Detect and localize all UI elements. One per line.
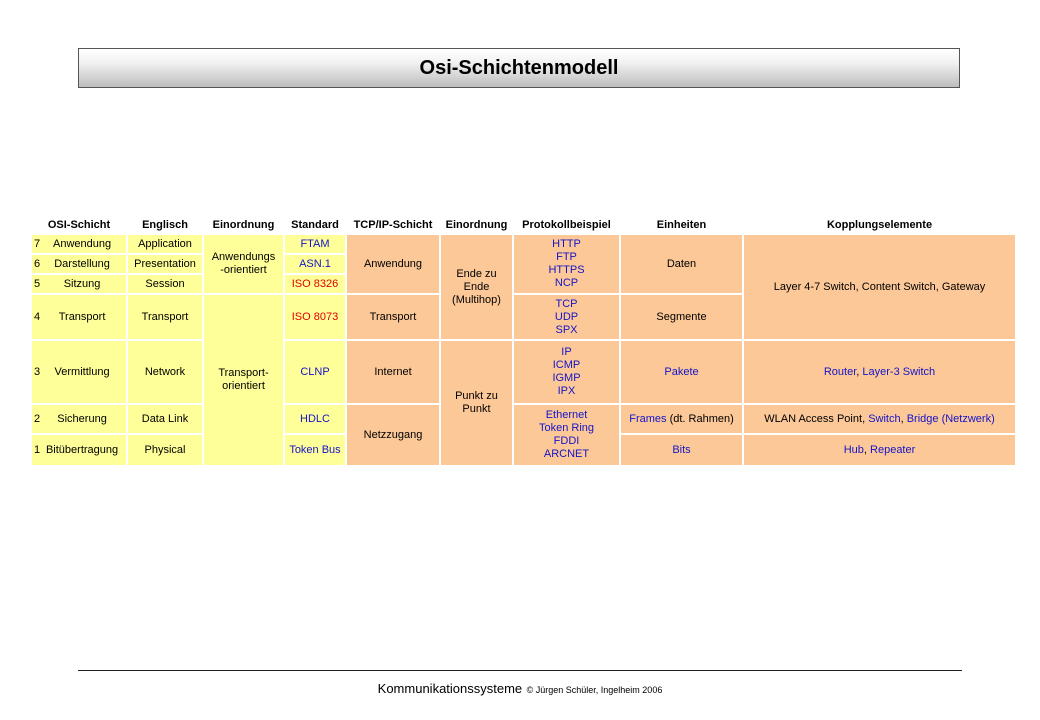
layer-name: Bitübertragung: [45, 443, 119, 456]
page-title: Osi-Schichtenmodell: [419, 56, 619, 79]
einordnung-tcp-lower-text: Punkt zu Punkt: [455, 390, 498, 415]
kopplung-layer1: Hub, Repeater: [744, 435, 1015, 465]
bridge-link[interactable]: Bridge (Netzwerk): [906, 412, 995, 425]
kopplung-layer3: Router, Layer-3 Switch: [744, 341, 1015, 403]
switch-link[interactable]: Switch: [868, 412, 901, 425]
header-row: [32, 217, 1015, 233]
table-row: [32, 341, 1015, 403]
protocol-udp[interactable]: UDP: [554, 310, 579, 323]
layer-number: 7: [34, 237, 41, 250]
protocol-spx[interactable]: SPX: [555, 323, 578, 336]
osi-layer-cell: [32, 255, 126, 273]
header-osi-schicht: OSI-Schicht: [32, 217, 126, 233]
layer-standard: ISO 8326: [285, 275, 345, 293]
einordnung-tcp-upper: [441, 235, 512, 339]
layer-standard: HDLC: [285, 405, 345, 433]
protokolle-netzzugang: [514, 405, 619, 465]
footer-divider: [78, 670, 962, 671]
protocol-arcnet[interactable]: ARCNET: [543, 448, 590, 460]
frames-link[interactable]: Frames: [629, 412, 667, 425]
layer-name: Anwendung: [53, 237, 112, 250]
layer-name: Vermittlung: [54, 365, 110, 378]
osi-layer-cell: [32, 295, 126, 339]
protocol-https[interactable]: HTTPS: [548, 264, 585, 276]
layer-name: Transport: [58, 310, 106, 323]
protokolle-transport: [514, 295, 619, 339]
layer-english: Physical: [128, 435, 202, 465]
einordnung-osi-lower: [204, 295, 283, 465]
layer-number: 3: [34, 365, 41, 378]
kopplung-upper: Layer 4-7 Switch, Content Switch, Gateway: [744, 235, 1015, 339]
layer-standard: Token Bus: [285, 435, 345, 465]
layer-name: Sitzung: [63, 277, 101, 290]
layer-english: Presentation: [128, 255, 202, 273]
layer-name: Darstellung: [54, 257, 110, 270]
bits-link[interactable]: Bits: [672, 443, 691, 456]
layer-english: Network: [128, 341, 202, 403]
einordnung-tcp-lower: [441, 341, 512, 465]
header-englisch: Englisch: [128, 217, 202, 233]
einordnung-osi-upper: [204, 235, 283, 293]
footer-title: Kommunikationssysteme: [377, 681, 523, 696]
layer-number: 1: [34, 443, 41, 456]
osi-layer-cell: [32, 235, 126, 253]
protocol-token-ring[interactable]: Token Ring: [538, 422, 595, 434]
hub-link[interactable]: Hub: [843, 443, 864, 456]
header-standard: Standard: [285, 217, 345, 233]
einheiten-segmente: Segmente: [621, 295, 742, 339]
header-protokollbeispiel: Protokollbeispiel: [514, 217, 619, 233]
protocol-icmp[interactable]: ICMP: [552, 359, 581, 371]
repeater-link[interactable]: Repeater: [870, 443, 916, 456]
layer-number: 4: [34, 310, 41, 323]
protocol-igmp[interactable]: IGMP: [552, 372, 581, 384]
layer-english: Data Link: [128, 405, 202, 433]
einordnung-osi-upper-text: Anwendungs-orientiert: [211, 251, 276, 276]
title-bar: [78, 48, 960, 88]
layer-standard: ISO 8073: [285, 295, 345, 339]
layer3-switch-link[interactable]: Layer-3 Switch: [862, 365, 936, 378]
layer-number: 6: [34, 257, 41, 270]
einheiten-frames: [621, 405, 742, 433]
kopplung-layer2: WLAN Access Point, Switch, Bridge (Netzwerk): [744, 405, 1015, 433]
tcpip-anwendung: Anwendung: [347, 235, 439, 293]
layer-english: Session: [128, 275, 202, 293]
protocol-ip[interactable]: IP: [561, 346, 572, 358]
wlan-ap-text: WLAN Access Point: [764, 412, 863, 425]
layer-standard: ASN.1: [285, 255, 345, 273]
tcpip-netzzugang: Netzzugang: [347, 405, 439, 465]
tcpip-internet: Internet: [347, 341, 439, 403]
tcpip-transport: Transport: [347, 295, 439, 339]
layer-name: Sicherung: [57, 412, 107, 425]
protocol-ethernet[interactable]: Ethernet: [545, 409, 588, 421]
protocol-tcp[interactable]: TCP: [555, 297, 578, 310]
layer-english: Application: [128, 235, 202, 253]
protocol-ipx[interactable]: IPX: [557, 385, 576, 397]
header-einheiten: Einheiten: [621, 217, 742, 233]
pakete-link[interactable]: Pakete: [664, 365, 699, 378]
osi-layer-cell: [32, 341, 126, 403]
einordnung-osi-lower-text: Transport-orientiert: [218, 367, 269, 392]
osi-layer-cell: [32, 435, 126, 465]
protocol-ncp[interactable]: NCP: [554, 277, 579, 289]
einheiten-daten: Daten: [621, 235, 742, 293]
router-link[interactable]: Router: [823, 365, 857, 378]
protocol-fddi[interactable]: FDDI: [553, 435, 580, 447]
einheiten-pakete: [621, 341, 742, 403]
layer-number: 2: [34, 412, 41, 425]
header-einordnung-tcp: Einordnung: [441, 217, 512, 233]
einordnung-tcp-upper-text: Ende zu Ende (Multihop): [452, 267, 501, 306]
header-einordnung-osi: Einordnung: [204, 217, 283, 233]
protocol-http[interactable]: HTTP: [552, 238, 581, 250]
einheiten-bits: [621, 435, 742, 465]
footer-copyright: © Jürgen Schüler, Ingelheim 2006: [526, 685, 663, 695]
layer-english: Transport: [128, 295, 202, 339]
osi-layer-cell: [32, 405, 126, 433]
osi-layer-cell: [32, 275, 126, 293]
osi-table: [30, 215, 1017, 467]
layer-number: 5: [34, 277, 41, 290]
table-row: [32, 235, 1015, 253]
protokolle-anwendung: [514, 235, 619, 293]
footer: [0, 680, 1040, 698]
frames-note: (dt. Rahmen): [669, 412, 734, 425]
protocol-ftp[interactable]: FTP: [556, 251, 577, 263]
protokolle-internet: [514, 341, 619, 403]
table-row: [32, 405, 1015, 433]
layer-standard: FTAM: [285, 235, 345, 253]
header-kopplungselemente: Kopplungselemente: [744, 217, 1015, 233]
layer-standard: CLNP: [285, 341, 345, 403]
header-tcpip-schicht: TCP/IP-Schicht: [347, 217, 439, 233]
